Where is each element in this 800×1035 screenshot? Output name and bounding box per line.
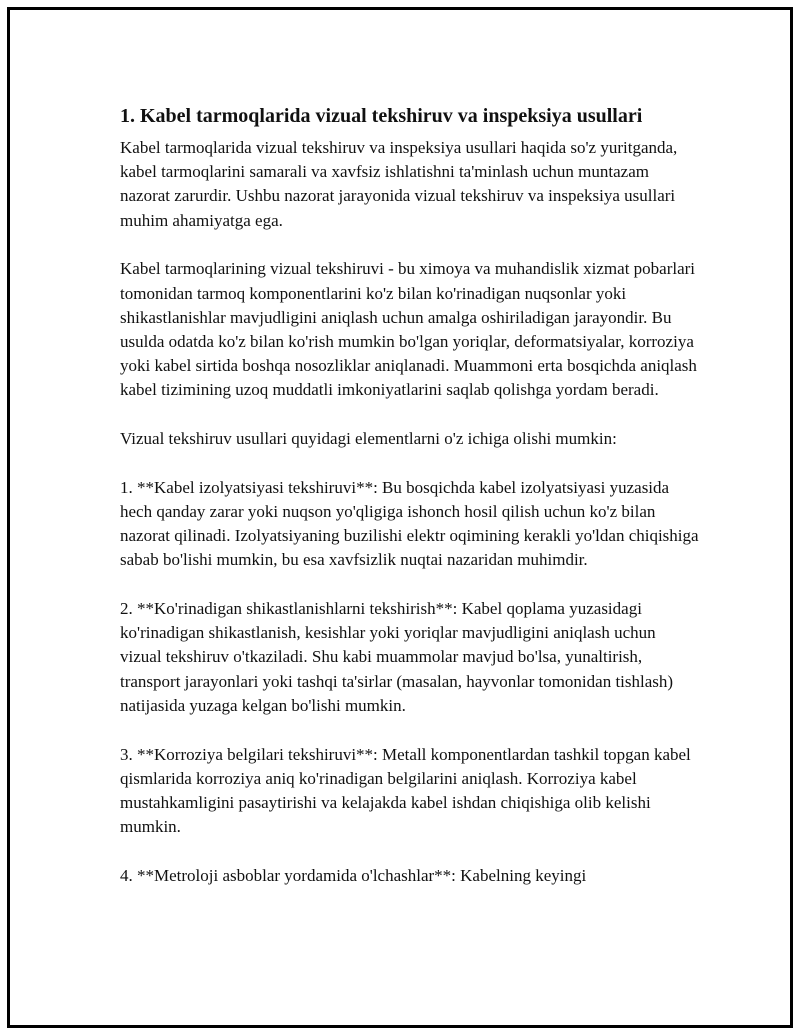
intro-paragraph: Kabel tarmoqlarida vizual tekshiruv va inspeksiya usullari haqida so'z yuritganda, kabel tarmoqlarini samarali va xavfsiz ishlatishni ta'minlash uchun muntazam nazorat zarurdir. Ushbu nazorat jarayonida vizual tekshiruv va inspeksiya usullari muhim ahamiyatga ega.: [120, 138, 678, 230]
list-item-corrosion: 3. **Korroziya belgilari tekshiruvi**: Metall komponentlardan tashkil topgan kabel qismlarida korroziya aniq ko'rinadigan belgilarini aniqlash. Korroziya kabel mustahkamligini pasaytirishi va kelajakda kabel ishdan chiqishiga olib kelishi mumkin.: [120, 744, 691, 837]
document-body: [120, 102, 700, 913]
list-item-metrology: 4. **Metroloji asboblar yordamida o'lchashlar**: Kabelning keyingi: [120, 865, 587, 885]
definition-paragraph: Kabel tarmoqlarining vizual tekshiruvi - bu ximoya va muhandislik xizmat pobarlari tomonidan tarmoq komponentlarini ko'z bilan ko'rinadigan nuqsonlar yoki shikastlanishlar mavjudligini aniqlash uchun amalga oshiriladigan jarayondir. Bu usulda odatda ko'z bilan ko'rish mumkin bo'lgan yoriqlar, deformatsiyalar, korroziya yoki kabel sirtida boshqa nosozliklar aniqlanadi. Muammoni erta bosqichda aniqlash kabel tizimining uzoq muddatli imkoniyatlarini saqlab qolishga yordam beradi.: [120, 259, 697, 400]
list-intro-paragraph: Vizual tekshiruv usullari quyidagi elementlarni o'z ichiga olishi mumkin:: [120, 429, 617, 449]
page-border: [7, 7, 793, 1028]
section-title: 1. Kabel tarmoqlarida vizual tekshiruv va inspeksiya usullari: [120, 105, 643, 127]
list-item-insulation: 1. **Kabel izolyatsiyasi tekshiruvi**: Bu bosqichda kabel izolyatsiyasi yuzasida hech qanday zarar yoki nuqson yo'qligiga ishonch hosil qilish uchun ko'z bilan nazorat qilinadi. Izolyatsiyaning buzilishi elektr oqimining kerakli yo'ldan chiqishiga sabab bo'lishi mumkin, bu esa xavfsizlik nuqtai nazaridan muhimdir.: [120, 477, 699, 570]
list-item-visible-damage: 2. **Ko'rinadigan shikastlanishlarni tekshirish**: Kabel qoplama yuzasidagi ko'rinadigan shikastlanish, kesishlar yoki yoriqlar mavjudligini aniqlash uchun vizual tekshiruv o'tkaziladi. Shu kabi muammolar mavjud bo'lsa, yunaltirish, transport jarayonlari yoki tashqi ta'sirlar (masalan, hayvonlar tomonidan tishlash) natijasida yuzaga kelgan bo'lishi mumkin.: [120, 599, 674, 715]
